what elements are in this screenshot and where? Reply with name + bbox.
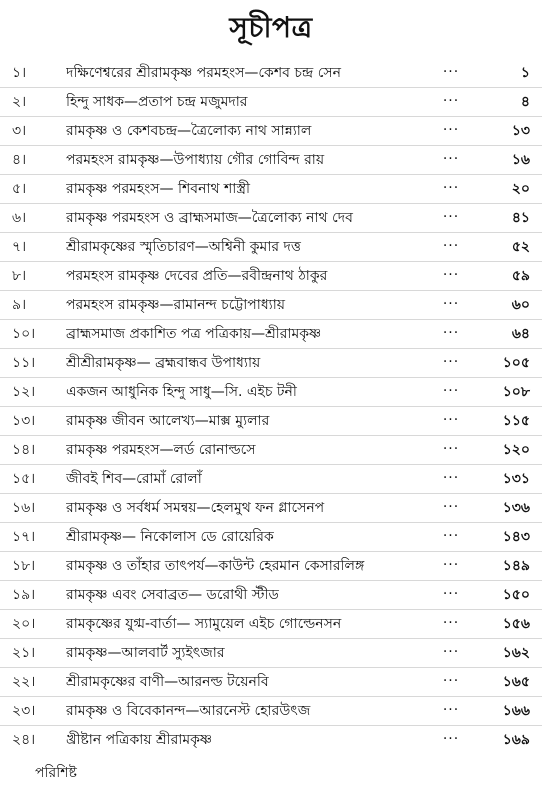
leader-dots: ··· bbox=[442, 180, 460, 196]
entry-number: ১৮। bbox=[12, 558, 36, 574]
toc-entry bbox=[0, 523, 542, 552]
toc-entry bbox=[0, 175, 542, 204]
entry-number: ১৭। bbox=[12, 529, 36, 545]
entry-title: রামকৃষ্ণ—আলবার্ট স্যুইৎজার bbox=[66, 645, 225, 661]
toc-entry bbox=[0, 697, 542, 726]
entry-title: রামকৃষ্ণ পরমহংস ও ব্রাহ্মসমাজ—ত্রৈলোক্য নাথ দেব bbox=[66, 210, 353, 226]
entry-title: রামকৃষ্ণ পরমহংস—লর্ড রোনাল্ডসে bbox=[66, 442, 256, 458]
leader-dots: ··· bbox=[442, 209, 460, 225]
entry-page: ১৩৬ bbox=[502, 500, 530, 516]
entry-page: ১০৮ bbox=[502, 384, 530, 400]
leader-dots: ··· bbox=[442, 151, 460, 167]
entry-title: শ্রীশ্রীরামকৃষ্ণ— ব্রহ্মবান্ধব উপাধ্যায় bbox=[66, 355, 261, 371]
entry-number: ৫। bbox=[12, 181, 27, 197]
toc-entry bbox=[0, 407, 542, 436]
entry-page: ১৬৬ bbox=[502, 703, 530, 719]
entry-number: ৯। bbox=[12, 297, 27, 313]
entry-page: ১৬৯ bbox=[502, 732, 530, 748]
entry-page: ১৬৫ bbox=[502, 674, 530, 690]
entry-number: ২৩। bbox=[12, 703, 36, 719]
entry-page: ২০ bbox=[511, 181, 530, 197]
entry-title: হিন্দু সাধক—প্রতাপ চন্দ্র মজুমদার bbox=[66, 94, 248, 110]
entry-title: রামকৃষ্ণ ও সর্বধর্ম সমন্বয়—হেলমুথ ফন গ্লাসেনপ bbox=[66, 500, 325, 516]
toc-entry bbox=[0, 581, 542, 610]
entry-page: ১৬ bbox=[511, 152, 530, 168]
entry-title: একজন আধুনিক হিন্দু সাধু—সি. এইচ টনী bbox=[66, 384, 297, 400]
toc-entry bbox=[0, 204, 542, 233]
leader-dots: ··· bbox=[442, 383, 460, 399]
entry-page: ৬৪ bbox=[511, 326, 530, 342]
leader-dots: ··· bbox=[442, 557, 460, 573]
entry-number: ১৪। bbox=[12, 442, 36, 458]
entry-page: ১৪৯ bbox=[502, 558, 530, 574]
entry-title: রামকৃষ্ণ জীবন আলেখ্য—মাক্স ম্যুলার bbox=[66, 413, 270, 429]
entry-page: ৫৯ bbox=[511, 268, 530, 284]
leader-dots: ··· bbox=[442, 499, 460, 515]
entry-page: ৬০ bbox=[511, 297, 530, 313]
entry-page: ৪ bbox=[520, 94, 530, 110]
entry-number: ২০। bbox=[12, 616, 36, 632]
entry-number: ৩। bbox=[12, 123, 27, 139]
entry-number: ২১। bbox=[12, 645, 36, 661]
leader-dots: ··· bbox=[442, 615, 460, 631]
toc-entry bbox=[0, 320, 542, 349]
entry-title: ব্রাহ্মসমাজ প্রকাশিত পত্র পত্রিকায়—শ্রীরামকৃষ্ণ bbox=[66, 326, 322, 342]
toc-entry bbox=[0, 465, 542, 494]
entry-number: ১৩। bbox=[12, 413, 36, 429]
leader-dots: ··· bbox=[442, 731, 460, 747]
leader-dots: ··· bbox=[442, 354, 460, 370]
leader-dots: ··· bbox=[442, 296, 460, 312]
entry-number: ৬। bbox=[12, 210, 27, 226]
entry-title: পরমহংস রামকৃষ্ণ দেবের প্রতি—রবীন্দ্রনাথ ঠাকুর bbox=[66, 268, 328, 284]
leader-dots: ··· bbox=[442, 64, 460, 80]
leader-dots: ··· bbox=[442, 673, 460, 689]
toc-entry bbox=[0, 262, 542, 291]
entry-page: ১৫০ bbox=[502, 587, 530, 603]
toc-entry bbox=[0, 146, 542, 175]
leader-dots: ··· bbox=[442, 528, 460, 544]
toc-entry bbox=[0, 233, 542, 262]
entry-number: ১৯। bbox=[12, 587, 36, 603]
leader-dots: ··· bbox=[442, 93, 460, 109]
leader-dots: ··· bbox=[442, 702, 460, 718]
entry-page: ১ bbox=[520, 65, 530, 81]
entry-number: ২৪। bbox=[12, 732, 36, 748]
entry-page: ১৩১ bbox=[502, 471, 530, 487]
entry-number: ১। bbox=[12, 65, 27, 81]
entry-page: ১৫৬ bbox=[502, 616, 530, 632]
toc-entry bbox=[0, 552, 542, 581]
entry-page: ১০৫ bbox=[502, 355, 530, 371]
table-of-contents bbox=[0, 59, 542, 755]
toc-entry bbox=[0, 117, 542, 146]
toc-entry bbox=[0, 349, 542, 378]
leader-dots: ··· bbox=[442, 586, 460, 602]
entry-number: ৭। bbox=[12, 239, 27, 255]
entry-number: ৪। bbox=[12, 152, 27, 168]
entry-title: দক্ষিণেশ্বরের শ্রীরামকৃষ্ণ পরমহংস—কেশব চন্দ্র সেন bbox=[66, 65, 341, 81]
entry-number: ১৬। bbox=[12, 500, 36, 516]
entry-title: রামকৃষ্ণ ও কেশবচন্দ্র—ত্রৈলোক্য নাথ সান্ন্যাল bbox=[66, 123, 312, 139]
toc-entry bbox=[0, 494, 542, 523]
entry-title: রামকৃষ্ণ পরমহংস— শিবনাথ শাস্ত্রী bbox=[66, 181, 250, 197]
entry-number: ১২। bbox=[12, 384, 36, 400]
toc-entry bbox=[0, 610, 542, 639]
entry-title: জীবই শিব—রোমাঁ রোলাঁ bbox=[66, 471, 202, 487]
entry-page: ১৩ bbox=[511, 123, 530, 139]
entry-page: ১১৫ bbox=[502, 413, 530, 429]
entry-page: ১৬২ bbox=[502, 645, 530, 661]
entry-page: ৫২ bbox=[511, 239, 530, 255]
toc-entry bbox=[0, 291, 542, 320]
entry-title: রামকৃষ্ণের যুগ্ম-বার্তা— স্যামুয়েল এইচ গোল্ডেনসন bbox=[66, 616, 342, 632]
entry-title: শ্রীরামকৃষ্ণ— নিকোলাস ডে রোয়েরিক bbox=[66, 529, 274, 545]
entry-number: ২২। bbox=[12, 674, 36, 690]
leader-dots: ··· bbox=[442, 470, 460, 486]
entry-title: রামকৃষ্ণ ও তাঁহার তাৎপর্য—কাউন্ট হেরমান কেসারলিঙ্গ bbox=[66, 558, 365, 574]
leader-dots: ··· bbox=[442, 267, 460, 283]
entry-title: খ্রীষ্টান পত্রিকায় শ্রীরামকৃষ্ণ bbox=[66, 732, 213, 748]
entry-number: ৮। bbox=[12, 268, 27, 284]
entry-number: ১১। bbox=[12, 355, 36, 371]
toc-entry bbox=[0, 59, 542, 88]
entry-title: রামকৃষ্ণ এবং সেবাব্রত— ডরোথী স্টীড bbox=[66, 587, 279, 603]
entry-title: রামকৃষ্ণ ও বিবেকানন্দ—আরনেস্ট হোরউৎজ bbox=[66, 703, 311, 719]
entry-title: পরমহংস রামকৃষ্ণ—উপাধ্যায় গৌর গোবিন্দ রায় bbox=[66, 152, 325, 168]
leader-dots: ··· bbox=[442, 122, 460, 138]
toc-entry bbox=[0, 436, 542, 465]
leader-dots: ··· bbox=[442, 412, 460, 428]
entry-number: ১০। bbox=[12, 326, 36, 342]
entry-title: শ্রীরামকৃষ্ণের স্মৃতিচারণ—অশ্বিনী কুমার দত্ত bbox=[66, 239, 301, 255]
toc-entry bbox=[0, 726, 542, 755]
leader-dots: ··· bbox=[442, 238, 460, 254]
toc-entry bbox=[0, 668, 542, 697]
entry-page: ১২০ bbox=[502, 442, 530, 458]
entry-number: ২। bbox=[12, 94, 27, 110]
toc-entry bbox=[0, 88, 542, 117]
leader-dots: ··· bbox=[442, 644, 460, 660]
toc-entry bbox=[0, 639, 542, 668]
entry-page: ৪১ bbox=[511, 210, 530, 226]
toc-entry bbox=[0, 378, 542, 407]
page-title: সূচীপত্র bbox=[229, 11, 313, 44]
leader-dots: ··· bbox=[442, 441, 460, 457]
appendix-label: পরিশিষ্ট bbox=[35, 765, 77, 781]
entry-page: ১৪৩ bbox=[502, 529, 530, 545]
entry-title: শ্রীরামকৃষ্ণের বাণী—আরনল্ড টয়েনবি bbox=[66, 674, 269, 690]
leader-dots: ··· bbox=[442, 325, 460, 341]
entry-title: পরমহংস রামকৃষ্ণ—রামানন্দ চট্টোপাধ্যায় bbox=[66, 297, 286, 313]
entry-number: ১৫। bbox=[12, 471, 36, 487]
